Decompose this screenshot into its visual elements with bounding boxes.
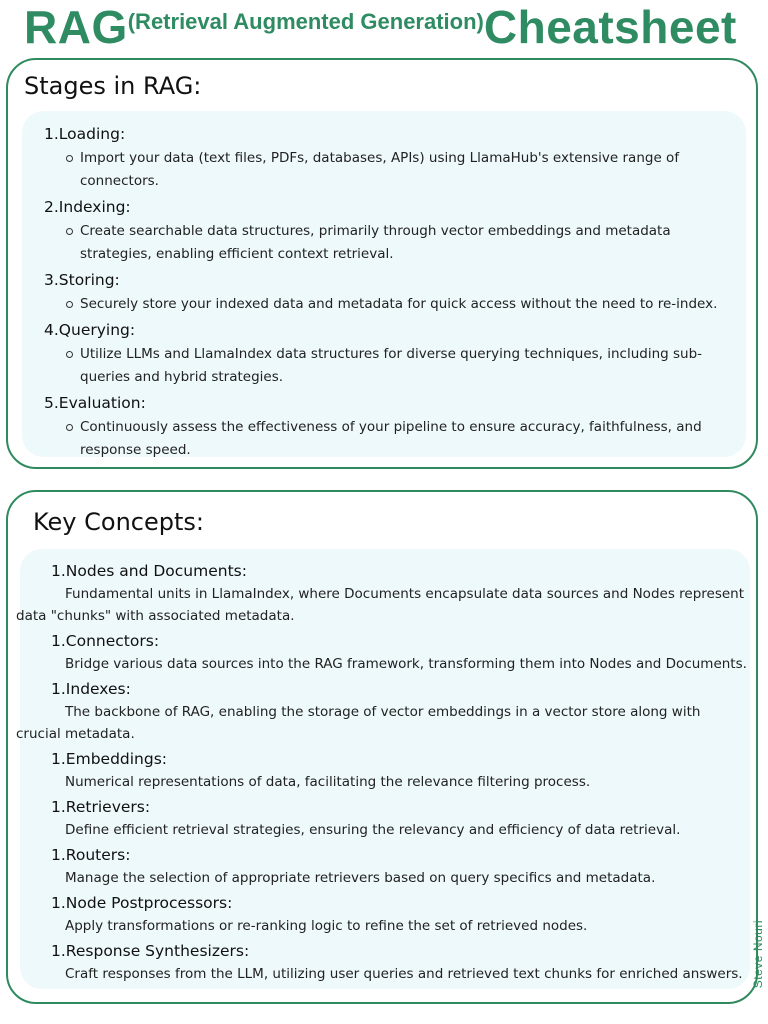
stage-name: Querying:: [58, 321, 136, 339]
stage-item: [22, 123, 746, 193]
concepts-heading: Key Concepts:: [33, 508, 204, 536]
concepts-list: [16, 560, 750, 985]
title-expansion: (Retrieval Augmented Generation): [127, 9, 484, 34]
stage-name: Indexing:: [58, 198, 131, 216]
stage-title: [44, 392, 732, 414]
circle-bullet-icon: [66, 155, 73, 162]
stage-title: [44, 269, 732, 291]
concept-title: [20, 892, 750, 914]
stages-heading: Stages in RAG:: [24, 72, 202, 100]
stages-panel: [22, 111, 746, 457]
page-title: [24, 1, 737, 53]
stage-description-text: Create searchable data structures, primarily through vector embeddings and metadata strategies, enabling efficient context retrieval.: [80, 223, 671, 262]
concept-name: Routers:: [65, 846, 131, 864]
stage-description: [58, 147, 742, 193]
circle-bullet-icon: [66, 424, 73, 431]
stage-description-text: Continuously assess the effectiveness of your pipeline to ensure accuracy, faithfulness, and response speed.: [80, 419, 702, 458]
stage-title: [44, 196, 732, 218]
concept-name: Indexes:: [65, 680, 131, 698]
concept-item: [16, 560, 750, 627]
concept-number: 1.: [51, 750, 66, 768]
circle-bullet-icon: [66, 351, 73, 358]
concepts-panel: [16, 549, 750, 989]
concept-number: 1.: [51, 798, 66, 816]
concept-description: Define efficient retrieval strategies, ensuring the relevancy and efficiency of data retrieval.: [65, 822, 681, 838]
stage-name: Storing:: [58, 271, 120, 289]
concept-title: [20, 940, 750, 962]
concept-name: Response Synthesizers:: [65, 942, 250, 960]
concept-title: [20, 796, 750, 818]
concept-number: 1.: [51, 680, 66, 698]
stage-item: [22, 392, 746, 462]
concept-name: Nodes and Documents:: [65, 562, 247, 580]
concepts-card: [6, 490, 758, 1004]
author-signature: Steve Nouri: [751, 920, 765, 989]
concept-item: [20, 844, 750, 889]
stages-card: [6, 58, 758, 469]
stage-description-text: Utilize LLMs and LlamaIndex data structures for diverse querying techniques, including sub-queries and hybrid strategies.: [80, 346, 703, 385]
stage-number: 2.: [44, 198, 59, 216]
stage-name: Evaluation:: [58, 394, 146, 412]
stage-sublist: [58, 147, 746, 193]
stage-item: [22, 196, 746, 266]
stage-number: 3.: [44, 271, 59, 289]
concept-title: [20, 630, 750, 652]
concept-name: Connectors:: [65, 632, 160, 650]
stage-title: [44, 319, 732, 341]
stage-description: [58, 343, 742, 389]
stage-description-text: Securely store your indexed data and metadata for quick access without the need to re-index.: [80, 296, 718, 312]
concept-number: 1.: [51, 846, 66, 864]
concept-item: [20, 630, 750, 675]
concept-description: Manage the selection of appropriate retrievers based on query specifics and metadata.: [65, 870, 656, 886]
stage-number: 5.: [44, 394, 59, 412]
concept-number: 1.: [51, 632, 66, 650]
stage-number: 4.: [44, 321, 59, 339]
title-rag: RAG: [24, 1, 128, 53]
title-cheatsheet: Cheatsheet: [483, 1, 737, 53]
concept-item: [20, 940, 750, 985]
stage-number: 1.: [44, 125, 59, 143]
concept-description: Apply transformations or re-ranking logic to refine the set of retrieved nodes.: [65, 918, 588, 934]
stage-sublist: [58, 220, 746, 266]
concept-item: [16, 678, 750, 745]
stage-description: [58, 293, 742, 316]
concept-name: Node Postprocessors:: [65, 894, 233, 912]
concept-item: [20, 748, 750, 793]
stage-sublist: [58, 416, 746, 462]
concept-number: 1.: [51, 942, 66, 960]
concept-item: [20, 796, 750, 841]
stage-title: [44, 123, 732, 145]
stage-description: [58, 220, 742, 266]
circle-bullet-icon: [66, 301, 73, 308]
concept-title: [20, 748, 750, 770]
concept-description: The backbone of RAG, enabling the storage of vector embeddings in a vector store along with crucial metadata.: [16, 704, 701, 742]
concept-description: Craft responses from the LLM, utilizing user queries and retrieved text chunks for enriched answers.: [65, 966, 743, 982]
stage-name: Loading:: [58, 125, 126, 143]
stage-item: [22, 269, 746, 316]
concept-description: Numerical representations of data, facilitating the relevance filtering process.: [65, 774, 591, 790]
concept-number: 1.: [51, 562, 66, 580]
stage-sublist: [58, 343, 746, 389]
stage-item: [22, 319, 746, 389]
concept-title: [20, 678, 750, 700]
concept-name: Retrievers:: [65, 798, 151, 816]
concept-description: Bridge various data sources into the RAG framework, transforming them into Nodes and Documents.: [65, 656, 747, 672]
concept-item: [20, 892, 750, 937]
circle-bullet-icon: [66, 228, 73, 235]
concept-description: Fundamental units in LlamaIndex, where Documents encapsulate data sources and Nodes represent data "chunks" with associated metadata.: [16, 586, 745, 624]
concept-name: Embeddings:: [65, 750, 168, 768]
stage-description: [58, 416, 742, 462]
concept-title: [20, 844, 750, 866]
stages-list: [22, 123, 746, 462]
concept-title: [20, 560, 750, 582]
stage-description-text: Import your data (text files, PDFs, databases, APIs) using LlamaHub's extensive range of connectors.: [80, 150, 680, 189]
stage-sublist: [58, 293, 746, 316]
concept-number: 1.: [51, 894, 66, 912]
